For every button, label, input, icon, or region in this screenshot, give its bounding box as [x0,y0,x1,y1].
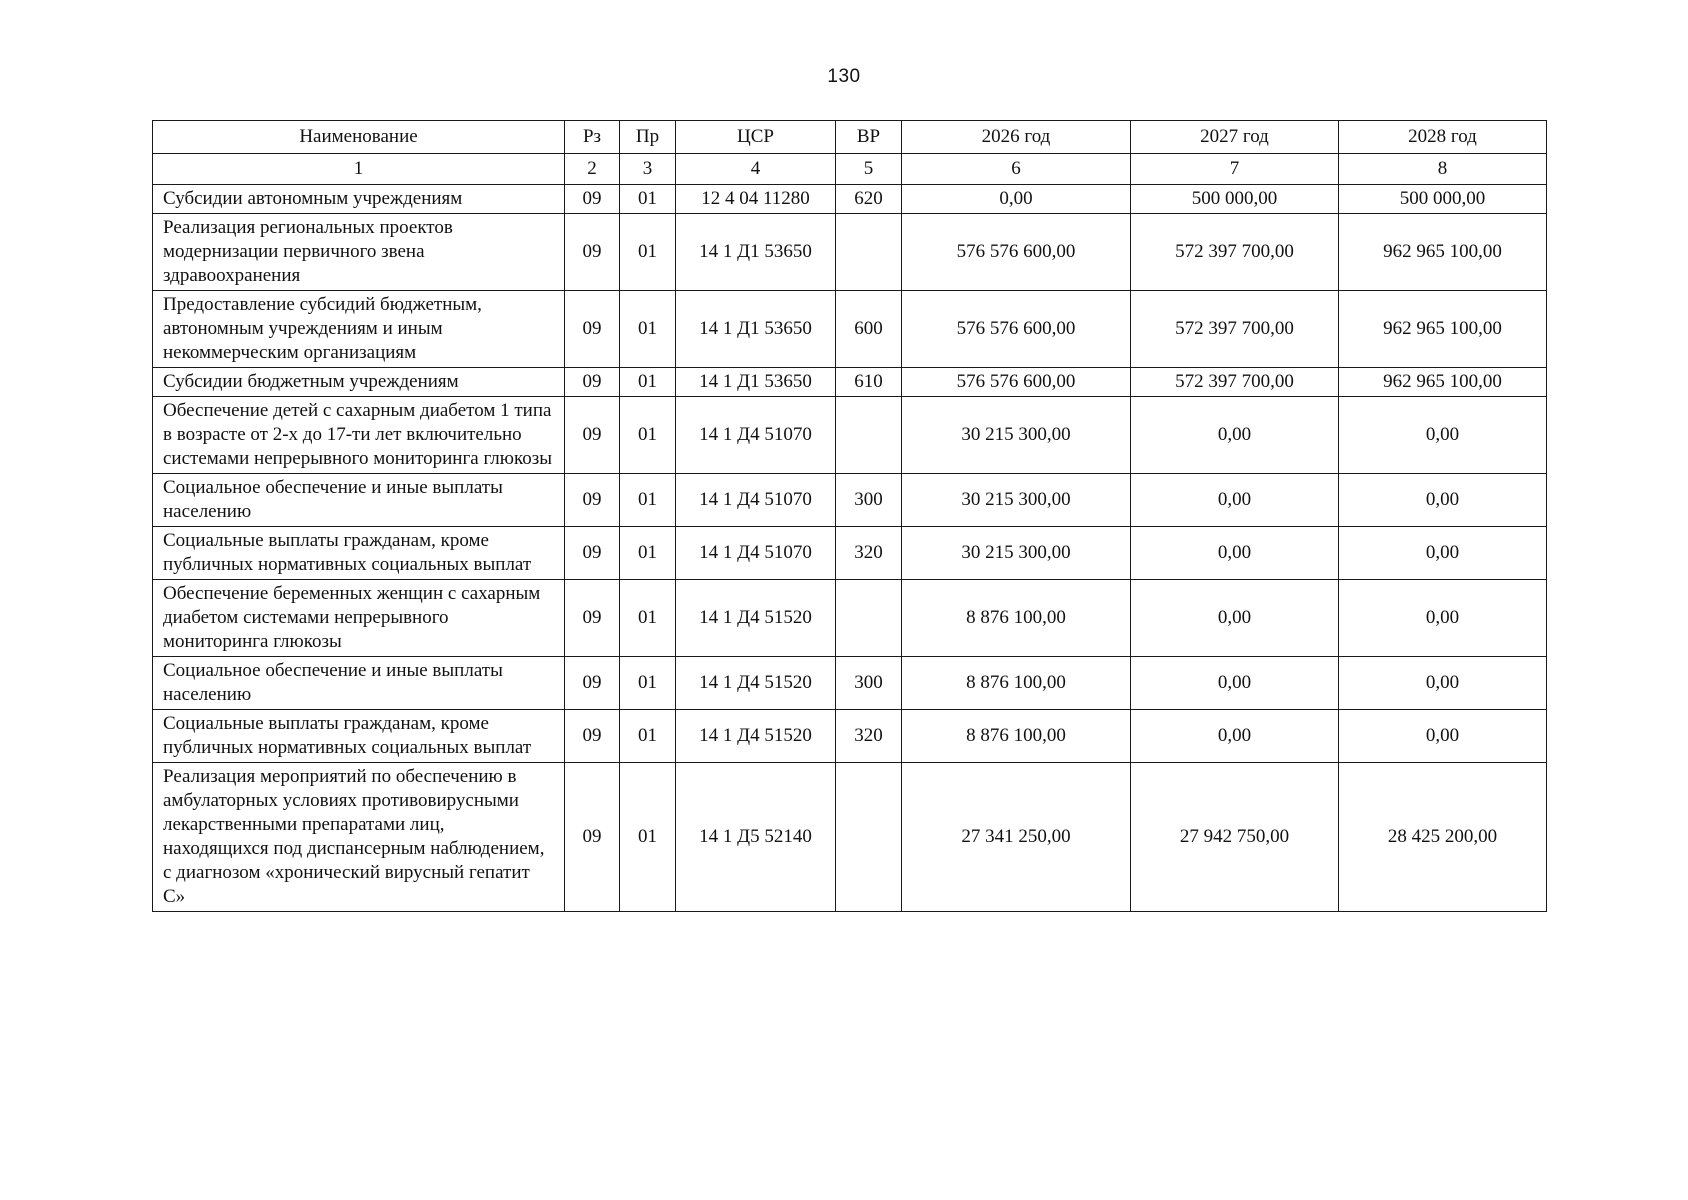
row-csr: 14 1 Д5 52140 [676,763,836,912]
column-number: 5 [836,154,902,185]
row-2027: 0,00 [1131,397,1339,474]
table-row [153,527,1547,580]
table-header [153,121,1547,185]
row-2027: 0,00 [1131,710,1339,763]
row-2026: 8 876 100,00 [902,657,1131,710]
row-csr: 14 1 Д1 53650 [676,368,836,397]
row-name: Обеспечение беременных женщин с сахарным диабетом системами непрерывного мониторинга глюкозы [153,580,565,657]
row-name: Реализация мероприятий по обеспечению в амбулаторных условиях противовирусными лекарственными препаратами лиц, находящихся под диспансерным наблюдением, с диагнозом «хронический вирусный гепатит С» [153,763,565,912]
row-csr: 14 1 Д4 51520 [676,657,836,710]
header-2027: 2027 год [1131,121,1339,154]
row-2028: 500 000,00 [1339,185,1547,214]
column-number-row [153,154,1547,185]
row-rz: 09 [565,474,620,527]
header-pr: Пр [620,121,676,154]
row-2026: 8 876 100,00 [902,580,1131,657]
row-vr: 320 [836,710,902,763]
row-2026: 27 341 250,00 [902,763,1131,912]
row-name: Социальное обеспечение и иные выплаты населению [153,474,565,527]
header-name: Наименование [153,121,565,154]
row-csr: 14 1 Д1 53650 [676,291,836,368]
row-rz: 09 [565,214,620,291]
row-2028: 0,00 [1339,397,1547,474]
row-2027: 27 942 750,00 [1131,763,1339,912]
row-2028: 0,00 [1339,474,1547,527]
row-2028: 962 965 100,00 [1339,214,1547,291]
table-row [153,368,1547,397]
row-2026: 576 576 600,00 [902,291,1131,368]
header-rz: Рз [565,121,620,154]
row-2026: 576 576 600,00 [902,214,1131,291]
row-vr: 620 [836,185,902,214]
row-2028: 0,00 [1339,527,1547,580]
row-2027: 0,00 [1131,474,1339,527]
row-csr: 14 1 Д4 51070 [676,474,836,527]
row-csr: 14 1 Д4 51520 [676,710,836,763]
column-number: 3 [620,154,676,185]
row-rz: 09 [565,763,620,912]
row-2028: 0,00 [1339,710,1547,763]
row-rz: 09 [565,657,620,710]
table-row [153,580,1547,657]
row-2028: 28 425 200,00 [1339,763,1547,912]
row-2026: 8 876 100,00 [902,710,1131,763]
column-number: 6 [902,154,1131,185]
row-vr [836,214,902,291]
table-row [153,214,1547,291]
row-vr: 610 [836,368,902,397]
row-rz: 09 [565,580,620,657]
row-name: Субсидии автономным учреждениям [153,185,565,214]
table-row [153,474,1547,527]
row-vr: 600 [836,291,902,368]
row-pr: 01 [620,763,676,912]
table-row [153,397,1547,474]
column-number: 8 [1339,154,1547,185]
column-number: 4 [676,154,836,185]
row-2028: 0,00 [1339,580,1547,657]
row-vr [836,763,902,912]
row-pr: 01 [620,291,676,368]
row-pr: 01 [620,657,676,710]
row-csr: 14 1 Д4 51070 [676,527,836,580]
budget-table [152,120,1547,912]
row-2027: 572 397 700,00 [1131,368,1339,397]
column-number: 2 [565,154,620,185]
column-number: 1 [153,154,565,185]
table-row [153,291,1547,368]
row-rz: 09 [565,397,620,474]
row-pr: 01 [620,214,676,291]
table-row [153,763,1547,912]
row-csr: 12 4 04 11280 [676,185,836,214]
row-2027: 572 397 700,00 [1131,291,1339,368]
row-csr: 14 1 Д4 51070 [676,397,836,474]
row-pr: 01 [620,527,676,580]
row-rz: 09 [565,368,620,397]
row-rz: 09 [565,291,620,368]
table-row [153,185,1547,214]
row-rz: 09 [565,527,620,580]
table-body [153,185,1547,912]
row-pr: 01 [620,368,676,397]
row-vr: 300 [836,474,902,527]
row-2026: 30 215 300,00 [902,397,1131,474]
row-name: Субсидии бюджетным учреждениям [153,368,565,397]
row-pr: 01 [620,710,676,763]
row-csr: 14 1 Д4 51520 [676,580,836,657]
row-2027: 500 000,00 [1131,185,1339,214]
row-2026: 30 215 300,00 [902,527,1131,580]
row-pr: 01 [620,185,676,214]
row-name: Реализация региональных проектов модернизации первичного звена здравоохранения [153,214,565,291]
row-pr: 01 [620,474,676,527]
header-row [153,121,1547,154]
row-rz: 09 [565,710,620,763]
table-row [153,710,1547,763]
row-2027: 0,00 [1131,657,1339,710]
row-pr: 01 [620,397,676,474]
row-2026: 0,00 [902,185,1131,214]
row-name: Предоставление субсидий бюджетным, автономным учреждениям и иным некоммерческим организациям [153,291,565,368]
row-2027: 0,00 [1131,527,1339,580]
row-pr: 01 [620,580,676,657]
row-vr: 300 [836,657,902,710]
row-name: Социальное обеспечение и иные выплаты населению [153,657,565,710]
row-2026: 30 215 300,00 [902,474,1131,527]
column-number: 7 [1131,154,1339,185]
header-csr: ЦСР [676,121,836,154]
row-csr: 14 1 Д1 53650 [676,214,836,291]
row-name: Социальные выплаты гражданам, кроме публичных нормативных социальных выплат [153,710,565,763]
table-row [153,657,1547,710]
page-number: 130 [827,66,861,87]
row-2026: 576 576 600,00 [902,368,1131,397]
header-2026: 2026 год [902,121,1131,154]
row-vr: 320 [836,527,902,580]
row-2028: 962 965 100,00 [1339,291,1547,368]
row-vr [836,580,902,657]
header-vr: ВР [836,121,902,154]
row-2027: 0,00 [1131,580,1339,657]
row-name: Социальные выплаты гражданам, кроме публичных нормативных социальных выплат [153,527,565,580]
row-name: Обеспечение детей с сахарным диабетом 1 типа в возрасте от 2-х до 17-ти лет включительно системами непрерывного мониторинга глюкозы [153,397,565,474]
row-2028: 0,00 [1339,657,1547,710]
row-2028: 962 965 100,00 [1339,368,1547,397]
row-vr [836,397,902,474]
row-rz: 09 [565,185,620,214]
header-2028: 2028 год [1339,121,1547,154]
row-2027: 572 397 700,00 [1131,214,1339,291]
